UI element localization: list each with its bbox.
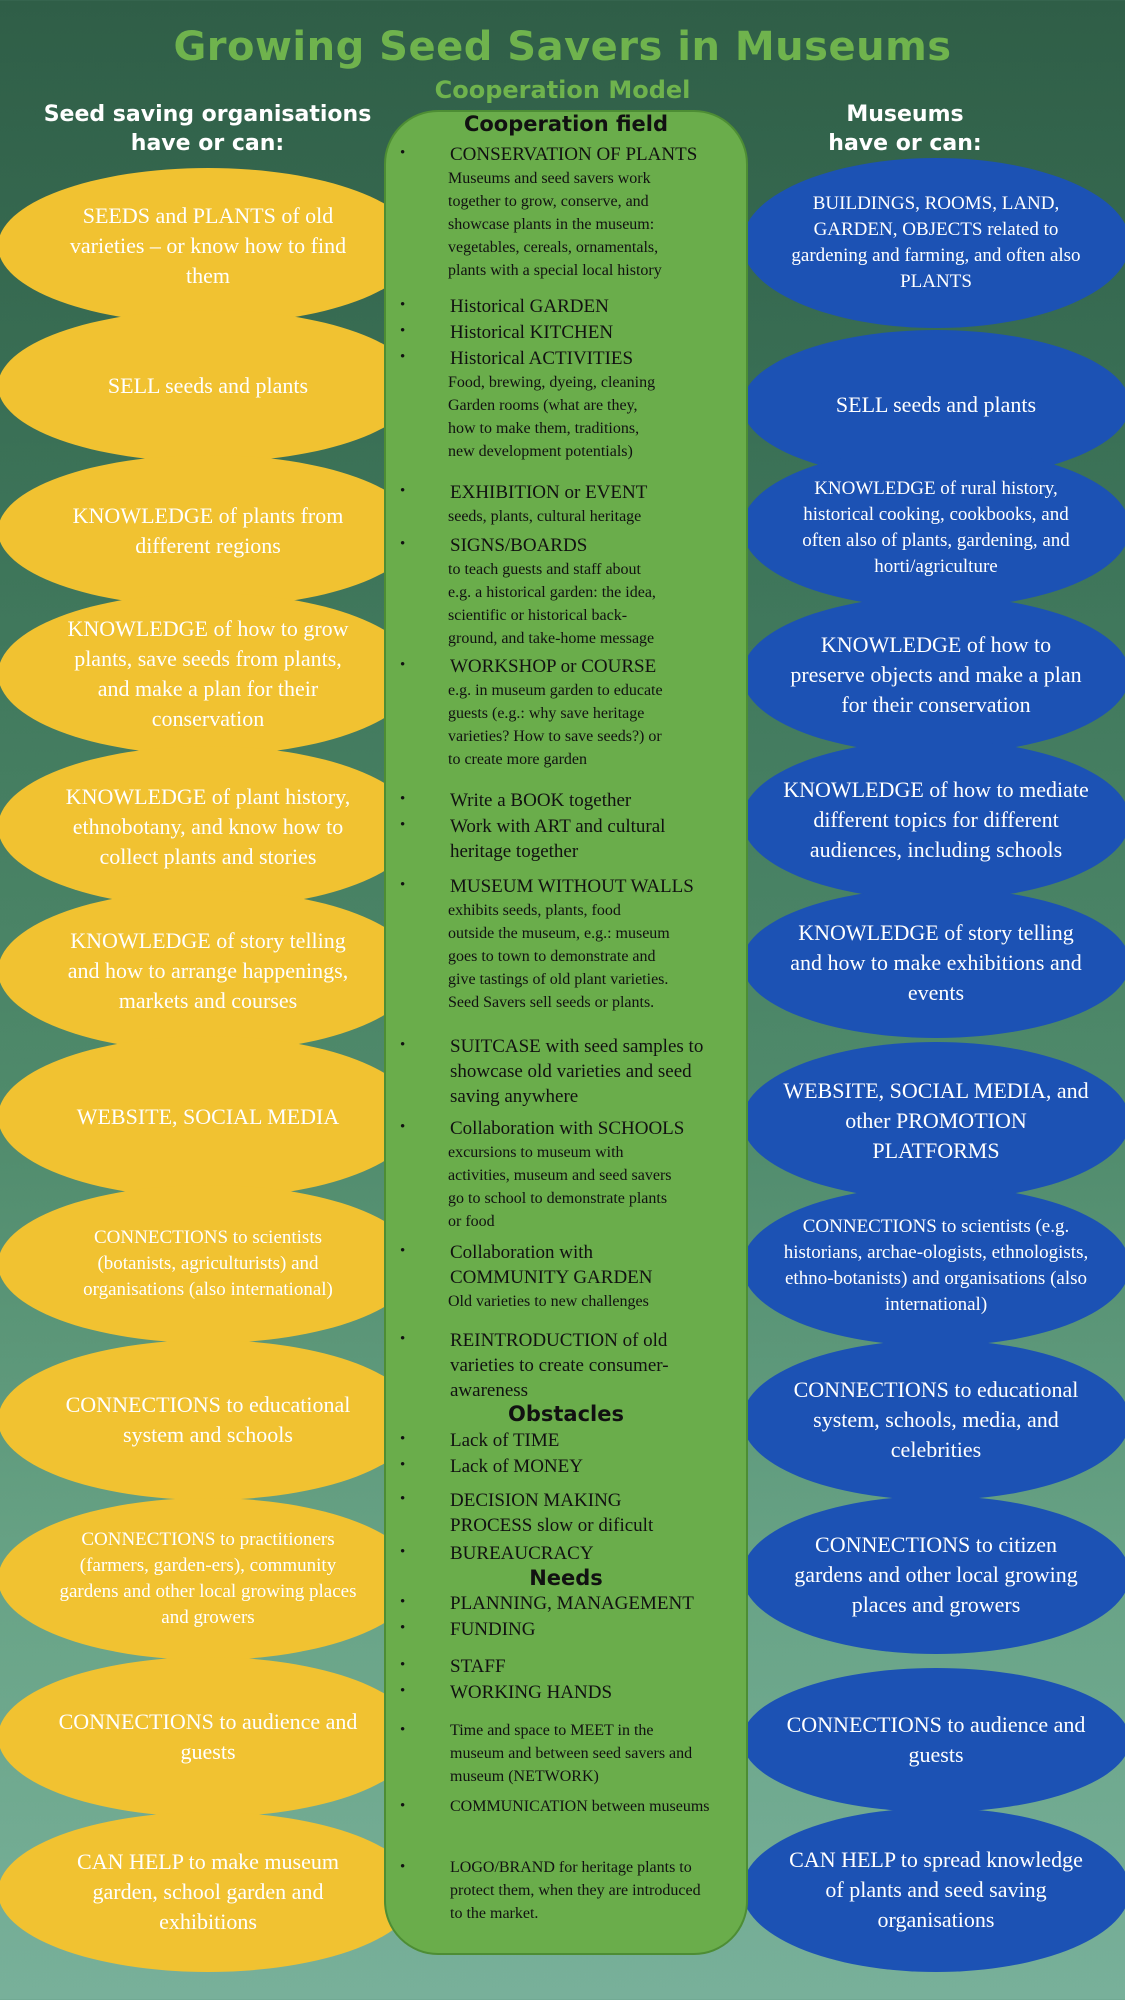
bullet-icon: • — [400, 1431, 406, 1447]
bullet-icon: • — [400, 1457, 406, 1473]
needs-heading: Needs — [529, 1566, 603, 1590]
bullet-icon: • — [400, 297, 406, 313]
bullet-icon: • — [400, 877, 406, 893]
bullet-icon: • — [400, 1119, 406, 1135]
bullet-icon: • — [400, 1037, 406, 1053]
cooperation-item: • WORKSHOP or COURSE e.g. in museum garden to educate guests (e.g.: why save heritage varieties? How to save seeds?) or to create more garden — [400, 656, 663, 768]
needs-item: • PLANNING, MANAGEMENT — [400, 1593, 694, 1614]
seed-savers-item: CAN HELP to make museum garden, school garden and exhibitions — [0, 1812, 418, 1972]
bullet-icon: • — [400, 1859, 406, 1875]
cooperation-item: • Historical GARDEN — [400, 296, 609, 317]
cooperation-item: • MUSEUM WITHOUT WALLS exhibits seeds, plants, food outside the museum, e.g.: museum goes to town to demonstrate and give tastings of old plant varieties. Seed Savers sell seeds or plants. — [400, 876, 694, 1011]
needs-item: • LOGO/BRAND for heritage plants to protect them, when they are introduced to the market. — [400, 1859, 701, 1922]
seed-savers-item: SEEDS and PLANTS of old varieties – or know how to find them — [0, 168, 418, 324]
obstacle-item: • BUREAUCRACY — [400, 1543, 594, 1564]
bullet-icon: • — [400, 1491, 406, 1507]
cooperation-item: • Write a BOOK together — [400, 790, 632, 811]
needs-item: • Time and space to MEET in the museum and between seed savers and museum (NETWORK) — [400, 1722, 693, 1785]
seed-savers-item: WEBSITE, SOCIAL MEDIA — [0, 1036, 418, 1198]
bullet-icon: • — [400, 817, 406, 833]
bullet-icon: • — [400, 1657, 406, 1673]
cooperation-item: • Collaboration with SCHOOLS excursions to museum with activities, museum and seed savers go to school to demonstrate plants or food — [400, 1118, 685, 1230]
bullet-icon: • — [400, 1683, 406, 1699]
seed-savers-item: CONNECTIONS to scientists (botanists, agriculturists) and organisations (also international) — [0, 1185, 418, 1343]
museums-item: KNOWLEDGE of rural history, historical cooking, cookbooks, and often also of plants, gardening, and horti/agriculture — [742, 448, 1125, 608]
bullet-icon: • — [400, 1798, 406, 1814]
page-title: Growing Seed Savers in Museums — [173, 24, 952, 70]
cooperation-heading: Cooperation field — [463, 112, 669, 136]
seed-savers-item: KNOWLEDGE of story telling and how to arrange happenings, markets and courses — [0, 890, 418, 1052]
bullet-icon: • — [400, 536, 406, 552]
bullet-icon: • — [400, 1544, 406, 1560]
obstacle-item: • DECISION MAKING PROCESS slow or dificult — [400, 1490, 654, 1536]
seed-savers-item: KNOWLEDGE of plant history, ethnobotany, and know how to collect plants and stories — [0, 746, 418, 908]
museums-item: SELL seeds and plants — [742, 330, 1125, 480]
cooperation-item: • Historical KITCHEN — [400, 322, 614, 343]
cooperation-item: • SUITCASE with seed samples to showcase old varieties and seed saving anywhere — [400, 1036, 704, 1107]
museums-item: CONNECTIONS to scientists (e.g. historians, archae-ologists, ethnologists, ethno-botanists) and organisations (also international) — [742, 1186, 1125, 1346]
museums-item: WEBSITE, SOCIAL MEDIA, and other PROMOTION PLATFORMS — [742, 1042, 1125, 1200]
cooperation-item: • REINTRODUCTION of old varieties to create consumer-awareness — [400, 1330, 669, 1401]
bullet-icon: • — [400, 1722, 406, 1738]
museums-item: CONNECTIONS to audience and guests — [742, 1668, 1125, 1812]
obstacle-item: • Lack of MONEY — [400, 1456, 583, 1477]
cooperation-item: • Historical ACTIVITIES Food, brewing, dyeing, cleaning Garden rooms (what are they, how to make them, traditions, new development potentials) — [400, 348, 656, 460]
cooperation-item: • Work with ART and cultural heritage together — [400, 816, 666, 862]
seed-savers-item: KNOWLEDGE of plants from different regions — [0, 455, 418, 607]
museums-item: KNOWLEDGE of how to preserve objects and make a plan for their conservation — [742, 596, 1125, 754]
needs-item: • STAFF — [400, 1656, 506, 1677]
page-subtitle: Cooperation Model — [434, 76, 691, 104]
obstacles-heading: Obstacles — [508, 1402, 624, 1426]
seed-savers-item: SELL seeds and plants — [0, 310, 418, 462]
needs-item: • COMMUNICATION between museums — [400, 1798, 710, 1815]
bullet-icon: • — [400, 657, 406, 673]
needs-item: • FUNDING — [400, 1619, 536, 1640]
seed-savers-item: CONNECTIONS to practitioners (farmers, garden-ers), community gardens and other local growing places and growers — [0, 1498, 418, 1660]
needs-item: • WORKING HANDS — [400, 1682, 613, 1703]
bullet-icon: • — [400, 145, 406, 161]
museums-item: CONNECTIONS to educational system, schools, media, and celebrities — [742, 1340, 1125, 1500]
museums-item: CONNECTIONS to citizen gardens and other local growing places and growers — [742, 1496, 1125, 1654]
museums-item: KNOWLEDGE of story telling and how to make exhibitions and events — [742, 888, 1125, 1038]
bullet-icon: • — [400, 323, 406, 339]
seed-savers-item: CONNECTIONS to audience and guests — [0, 1657, 418, 1817]
cooperation-item: • Collaboration with COMMUNITY GARDEN Old varieties to new challenges — [400, 1242, 653, 1310]
bullet-icon: • — [400, 349, 406, 365]
museums-item: KNOWLEDGE of how to mediate different topics for different audiences, including schools — [742, 740, 1125, 900]
cooperation-item: • SIGNS/BOARDS to teach guests and staff about e.g. a historical garden: the idea, scientific or historical back- ground, and take-home message — [400, 535, 656, 647]
museums-heading: Museums have or can: — [828, 102, 982, 156]
museums-item: BUILDINGS, ROOMS, LAND, GARDEN, OBJECTS related to gardening and farming, and often also PLANTS — [742, 158, 1125, 328]
seed-savers-item: KNOWLEDGE of how to grow plants, save seeds from plants, and make a plan for their conservation — [0, 593, 418, 755]
cooperation-item: • EXHIBITION or EVENT seeds, plants, cultural heritage — [400, 482, 648, 525]
bullet-icon: • — [400, 483, 406, 499]
bullet-icon: • — [400, 1243, 406, 1259]
seed-savers-heading: Seed saving organisations have or can: — [43, 102, 372, 156]
seed-savers-item: CONNECTIONS to educational system and schools — [0, 1340, 418, 1500]
bullet-icon: • — [400, 1620, 406, 1636]
bullet-icon: • — [400, 1594, 406, 1610]
museums-item: CAN HELP to spread knowledge of plants and seed saving organisations — [742, 1808, 1125, 1972]
bullet-icon: • — [400, 791, 406, 807]
cooperation-item: • CONSERVATION OF PLANTS Museums and seed savers work together to grow, conserve, and showcase plants in the museum: vegetables, cereals, ornamentals, plants with a special local history — [400, 144, 698, 279]
bullet-icon: • — [400, 1331, 406, 1347]
obstacle-item: • Lack of TIME — [400, 1430, 560, 1451]
